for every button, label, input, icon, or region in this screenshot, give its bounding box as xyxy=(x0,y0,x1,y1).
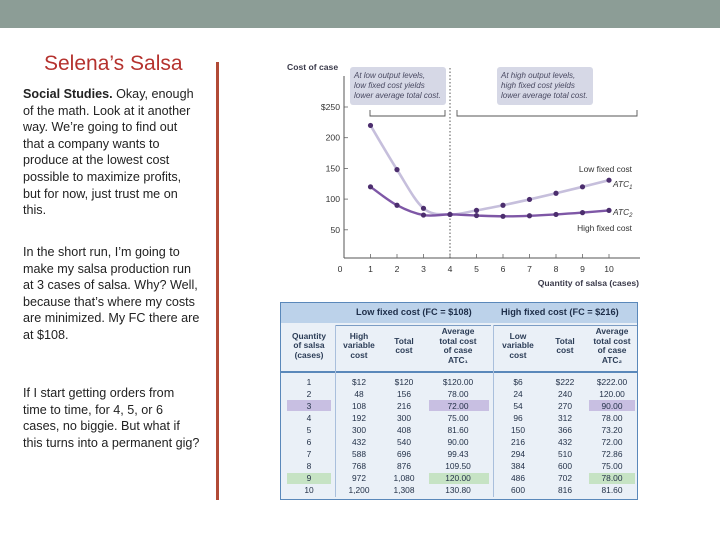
table-cell: 81.60 xyxy=(447,424,469,435)
table-cell: 1,200 xyxy=(348,485,370,496)
table-cell: 156 xyxy=(397,388,411,399)
column-header-line: High xyxy=(349,330,369,341)
table-cell: 75.00 xyxy=(447,412,469,423)
table-cell: 6 xyxy=(306,437,312,447)
table-cell: $120 xyxy=(394,376,414,387)
x-axis-label: Quantity of salsa (cases) xyxy=(537,278,639,288)
paragraph-lead: Social Studies. xyxy=(23,87,113,101)
column-header xyxy=(383,337,425,356)
table-cell: 1,308 xyxy=(393,485,415,496)
callout-left-text: low fixed cost yields xyxy=(354,81,425,90)
table-cell: 90.00 xyxy=(447,437,469,447)
group-high-fixed-cost: High fixed cost (FC = $216) xyxy=(501,307,619,317)
table-cell: 588 xyxy=(352,449,366,460)
table-cell: 24 xyxy=(513,388,523,399)
column-header-line: total cost xyxy=(593,335,631,346)
cost-table xyxy=(280,302,638,500)
table-cell: 294 xyxy=(511,449,525,460)
table-cell: $222.00 xyxy=(596,376,628,387)
point-atc2 xyxy=(527,213,532,218)
label-high-fixed-cost: High fixed cost xyxy=(577,223,632,233)
table-cell: 120.00 xyxy=(599,388,625,399)
column-header xyxy=(335,332,383,361)
table-cell: 366 xyxy=(558,424,572,435)
slide-title: Selena’s Salsa xyxy=(44,52,183,75)
table-cell: 5 xyxy=(306,424,312,435)
table-cell: 78.00 xyxy=(447,388,469,399)
column-header-line: cost xyxy=(556,345,574,356)
table-cell: 130.80 xyxy=(445,485,471,496)
table-cell: 972 xyxy=(352,473,366,484)
column-header-line: Quantity xyxy=(292,330,326,341)
table-cell: 4 xyxy=(306,412,312,423)
y-axis-label: Cost of case xyxy=(287,62,339,72)
table-cell: 192 xyxy=(352,412,366,423)
callout-left-bracket xyxy=(370,110,445,116)
table-cell: 408 xyxy=(397,424,411,435)
point-atc2 xyxy=(368,184,373,189)
paragraph-text: Okay, enough of the math. Look at it another way. We’re going to find out that a company wants to produce at the lowest cost possible to maximize profits, but for now, just trust me on this. xyxy=(23,87,194,218)
point-atc1 xyxy=(580,184,585,189)
callout-right-text: At high output levels, xyxy=(501,71,576,80)
point-atc1 xyxy=(368,123,373,128)
table-cell: 108 xyxy=(352,400,366,411)
point-atc2 xyxy=(500,214,505,219)
column-header-line: ATC₂ xyxy=(601,354,623,365)
table-cell: 486 xyxy=(511,473,525,484)
point-atc2 xyxy=(580,210,585,215)
label-atc1: $ATC_1$ xyxy=(613,179,633,191)
column-header-line: of case xyxy=(443,345,473,356)
y-tick-label: 150 xyxy=(325,163,340,174)
y-tick-label: $250 xyxy=(320,102,340,112)
column-header xyxy=(425,327,491,365)
column-header-line: ATC₁ xyxy=(447,354,469,365)
column-header-line: cost xyxy=(350,349,368,360)
point-atc1 xyxy=(421,206,426,211)
column-header-line: Average xyxy=(441,326,475,336)
paragraph-permanent-gig: If I start getting orders from time to time, for 4, 5, or 6 cases, no biggie. But what if this turns into a permanent gig? xyxy=(23,386,200,450)
table-cell: 696 xyxy=(397,449,411,460)
x-tick-label: 4 xyxy=(447,264,453,274)
table-cell: 72.00 xyxy=(601,437,623,447)
column-header-line: of case xyxy=(597,345,627,356)
table-cell: 876 xyxy=(397,461,411,472)
y-tick-label: 200 xyxy=(325,132,340,143)
curve-atc2 xyxy=(371,187,610,216)
x-tick-label: 5 xyxy=(474,264,479,274)
table-cell: 120.00 xyxy=(445,473,471,484)
column-header-line: Low xyxy=(509,330,527,341)
column-header-line: Average xyxy=(595,326,629,336)
table-cell: 768 xyxy=(352,461,366,472)
column-header-line: Total xyxy=(394,335,414,346)
point-atc1 xyxy=(606,178,611,183)
table-cell: 78.00 xyxy=(601,473,623,484)
table-cell: 75.00 xyxy=(601,461,623,472)
x-tick-label: 2 xyxy=(394,264,400,274)
table-cell: 150 xyxy=(511,424,525,435)
table-cell: 78.00 xyxy=(601,412,623,423)
table-cell: 90.00 xyxy=(601,400,623,411)
table-cell: 216 xyxy=(511,437,525,447)
table-cell: 109.50 xyxy=(445,461,471,472)
table-cell: $12 xyxy=(352,376,366,387)
point-atc1 xyxy=(500,203,505,208)
table-cell: 48 xyxy=(354,388,364,399)
callout-right-bracket xyxy=(457,110,637,116)
table-cell: 8 xyxy=(306,461,312,472)
table-cell: 270 xyxy=(558,400,572,411)
column-header-line: Total xyxy=(555,335,575,346)
x-tick-label: 6 xyxy=(500,264,506,274)
table-cell: 72.00 xyxy=(447,400,469,411)
group-low-fixed-cost: Low fixed cost (FC = $108) xyxy=(356,307,472,317)
callout-left-text: At low output levels, xyxy=(354,71,426,80)
point-atc2 xyxy=(474,213,479,218)
column-header xyxy=(283,332,335,361)
point-atc1 xyxy=(394,167,399,172)
x-tick-label: 8 xyxy=(553,264,559,274)
table-cell: $120.00 xyxy=(442,376,474,387)
column-header-line: (cases) xyxy=(294,349,324,360)
table-cell: $222 xyxy=(555,376,575,387)
table-cell: 1 xyxy=(306,376,312,387)
table-cell: 2 xyxy=(306,388,312,399)
x-tick-label: 10 xyxy=(604,264,614,274)
column-header-line: cost xyxy=(509,349,527,360)
point-atc1 xyxy=(553,191,558,196)
column-header xyxy=(587,327,637,365)
point-atc2 xyxy=(447,212,452,217)
column-header-line: total cost xyxy=(439,335,477,346)
point-atc2 xyxy=(606,208,611,213)
table-cell: 600 xyxy=(511,485,525,496)
label-low-fixed-cost: Low fixed cost xyxy=(578,164,632,174)
table-cell: 73.20 xyxy=(601,424,623,435)
table-cell: 81.60 xyxy=(601,485,623,496)
x-tick-label: 3 xyxy=(421,264,426,274)
callout-right-text: high fixed cost yields xyxy=(501,81,575,90)
table-cell: 384 xyxy=(511,461,525,472)
table-cell: 300 xyxy=(352,424,366,435)
point-atc2 xyxy=(553,212,558,217)
callout-right-text: lower average total cost. xyxy=(501,91,588,100)
table-cell: 54 xyxy=(513,400,523,411)
table-cell: 9 xyxy=(306,473,312,484)
table-cell: 240 xyxy=(558,388,572,399)
point-atc1 xyxy=(527,197,532,202)
x-tick-label: 9 xyxy=(580,264,585,274)
callout-left-text: lower average total cost. xyxy=(354,91,441,100)
curve-atc1 xyxy=(371,125,610,214)
label-atc2: $ATC_2$ xyxy=(613,207,633,219)
x-tick-label: 1 xyxy=(368,264,373,274)
table-cell: 816 xyxy=(558,485,572,496)
point-atc2 xyxy=(394,203,399,208)
x-tick-label: 0 xyxy=(337,264,343,274)
column-header-line: cost xyxy=(395,345,413,356)
table-cell: 432 xyxy=(352,437,366,447)
table-cell: 300 xyxy=(397,412,411,423)
table-cell: 702 xyxy=(558,473,572,484)
point-atc2 xyxy=(421,212,426,217)
table-cell: 540 xyxy=(397,437,411,447)
table-cell: 216 xyxy=(397,400,411,411)
column-header-line: variable xyxy=(343,340,375,351)
table-cell: 600 xyxy=(558,461,572,472)
y-tick-label: 100 xyxy=(325,194,340,205)
table-cell: 1,080 xyxy=(393,473,415,484)
column-header xyxy=(493,332,543,361)
table-cell: $6 xyxy=(513,376,523,387)
paragraph-short-run: In the short run, I’m going to make my salsa production run at 3 cases of salsa. Why? Well, because that’s where my costs are minimized. My FC there are at $108. xyxy=(23,245,200,342)
table-cell: 7 xyxy=(306,449,312,460)
table-cell: 312 xyxy=(558,412,572,423)
point-atc1 xyxy=(474,208,479,213)
y-tick-label: 50 xyxy=(330,224,340,235)
table-cell: 96 xyxy=(513,412,523,423)
table-cell: 3 xyxy=(306,400,312,411)
table-cell: 432 xyxy=(558,437,572,447)
table-cell: 72.86 xyxy=(601,449,623,460)
table-cell: 10 xyxy=(304,485,314,496)
column-header-line: of salsa xyxy=(293,340,325,351)
x-tick-label: 7 xyxy=(527,264,532,274)
table-cell: 510 xyxy=(558,449,572,460)
column-header xyxy=(543,337,587,356)
column-header-line: variable xyxy=(502,340,534,351)
table-cell: 99.43 xyxy=(447,449,469,460)
